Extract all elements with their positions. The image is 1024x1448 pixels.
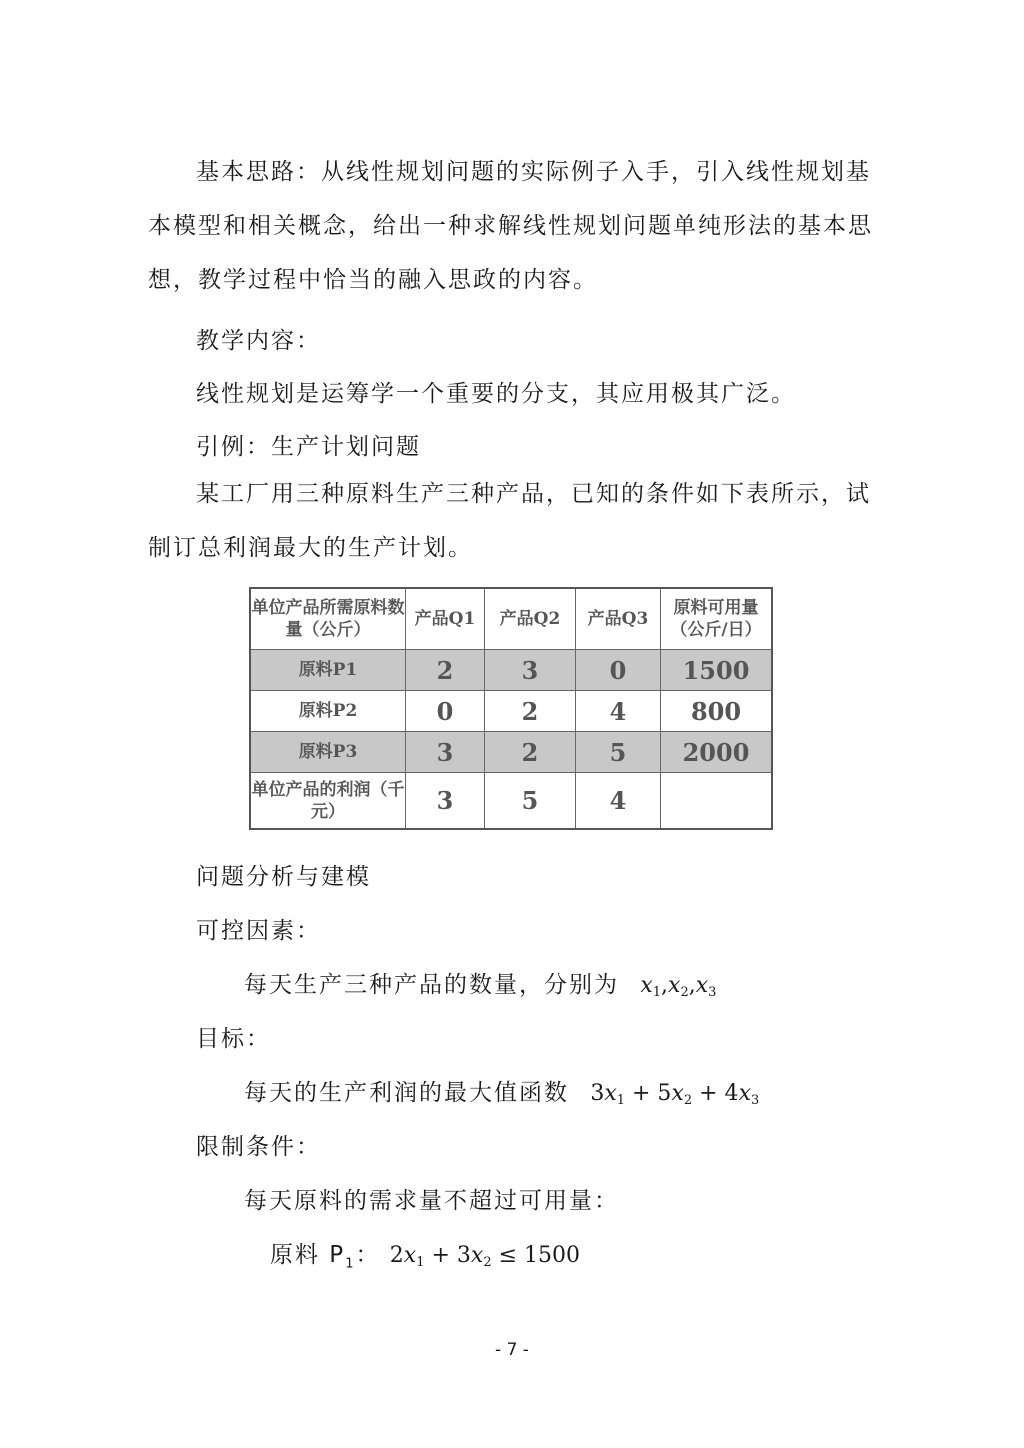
header-cell-row-label: 单位产品所需原料数量（公斤）	[250, 588, 406, 650]
teaching-content-label: 教学内容：	[196, 328, 321, 354]
cell-value: 3	[485, 650, 576, 691]
row-label: 原料P3	[250, 732, 406, 773]
cell-value: 3	[406, 732, 485, 773]
cell-value	[661, 773, 773, 830]
cell-value: 2	[485, 691, 576, 732]
table-header-row	[250, 588, 772, 650]
problem-paragraph: 某工厂用三种原料生产三种产品，已知的条件如下表所示，试制订总利润最大的生产计划。	[148, 481, 871, 561]
constraint-p1-line	[270, 1236, 580, 1272]
controllable-line	[244, 966, 716, 1000]
row-label: 单位产品的利润（千元）	[250, 773, 406, 830]
constraint-p1-formula: $2x_1 + 3x_2 \le 1500$	[389, 1243, 581, 1270]
analysis-title: 问题分析与建模	[196, 864, 371, 890]
header-cell-available: 原料可用量（公斤/日）	[661, 588, 773, 650]
constraints-text: 每天原料的需求量不超过可用量：	[244, 1188, 619, 1214]
controllable-text: 每天生产三种产品的数量，分别为	[244, 972, 619, 998]
example-title: 引例：生产计划问题	[196, 434, 421, 460]
table-row	[250, 650, 772, 691]
cell-value: 0	[576, 650, 661, 691]
p1-rhs: 1500	[524, 1243, 581, 1268]
row-label: 原料P2	[250, 691, 406, 732]
cell-value: 2	[406, 650, 485, 691]
header-cell-q2: 产品Q2	[485, 588, 576, 650]
p1-label: 原料 P	[270, 1242, 346, 1268]
cell-value: 1500	[661, 650, 773, 691]
p1-subscript: 1	[345, 1256, 356, 1272]
table-row	[250, 732, 772, 773]
objective-label: 目标：	[196, 1026, 271, 1052]
cell-value: 4	[576, 691, 661, 732]
decision-variables-formula: $x_1,x_2,x_3$	[640, 973, 717, 1000]
header-cell-q1: 产品Q1	[406, 588, 485, 650]
objective-text: 每天的生产利润的最大值函数	[244, 1080, 569, 1106]
table-row	[250, 773, 772, 830]
cell-value: 3	[406, 773, 485, 830]
cell-value: 5	[485, 773, 576, 830]
controllable-label: 可控因素：	[196, 918, 321, 944]
cell-value: 5	[576, 732, 661, 773]
intro-paragraph: 基本思路：从线性规划问题的实际例子入手，引入线性规划基本模型和相关概念，给出一种求解线性规划问题单纯形法的基本思想，教学过程中恰当的融入思政的内容。	[148, 159, 873, 293]
lp-intro: 线性规划是运筹学一个重要的分支，其应用极其广泛。	[196, 381, 796, 407]
production-table	[249, 587, 773, 830]
constraints-label: 限制条件：	[196, 1134, 321, 1160]
objective-formula: $3x_1 + 5x_2 + 4x_3$	[590, 1081, 760, 1108]
cell-value: 800	[661, 691, 773, 732]
cell-value: 4	[576, 773, 661, 830]
cell-value: 2	[485, 732, 576, 773]
objective-line	[244, 1074, 759, 1108]
row-label: 原料P1	[250, 650, 406, 691]
cell-value: 0	[406, 691, 485, 732]
header-cell-q3: 产品Q3	[576, 588, 661, 650]
page-number: - 7 -	[495, 1340, 529, 1360]
table-row	[250, 691, 772, 732]
p1-colon: ：	[355, 1242, 381, 1268]
cell-value: 2000	[661, 732, 773, 773]
